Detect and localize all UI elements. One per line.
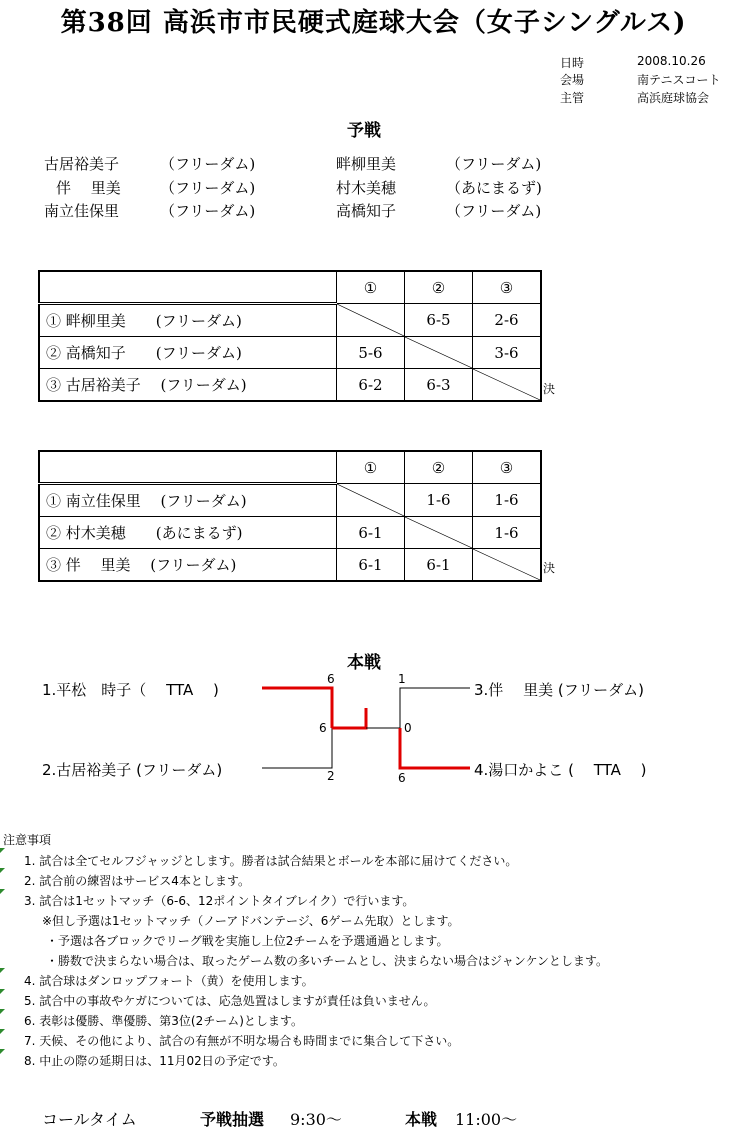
score-cell: 1-6 xyxy=(405,484,473,517)
prelim-player-club: （フリーダム) xyxy=(446,202,542,220)
row-label: ② 村木美穂 (あにまるず) xyxy=(39,517,337,549)
prelim-draw-label: 予戦抽選 xyxy=(200,1110,265,1129)
row-label: ③ 伴 里美 (フリーダム) xyxy=(39,549,337,582)
prelim-player-name: 伴 里美 xyxy=(56,179,121,197)
row-label: ③ 古居裕美子 (フリーダム) xyxy=(39,369,337,402)
cell-comment-marker xyxy=(0,1009,5,1014)
diagonal-cell xyxy=(405,517,473,549)
score-cell: 2-6 xyxy=(473,304,542,337)
main-player-3: 3.伴 里美 (フリーダム) xyxy=(474,681,644,699)
page-title: 第38回 高浜市市民硬式庭球大会（女子シングルス) xyxy=(60,8,687,38)
score-cell: 1-6 xyxy=(473,484,542,517)
diagonal-cell xyxy=(473,549,542,582)
score-cell: 6-3 xyxy=(405,369,473,402)
header-cell: ① xyxy=(337,451,405,484)
header-cell: ② xyxy=(405,271,473,304)
score-p1: 6 xyxy=(327,672,335,686)
header-cell: ③ xyxy=(473,271,542,304)
prelim-player-club: （あにまるず) xyxy=(446,179,542,197)
prelim-player-name: 畔柳里美 xyxy=(336,155,397,173)
meta-date-label: 日時 xyxy=(560,56,585,70)
score-p2: 2 xyxy=(327,769,335,783)
note-item: 5. 試合中の事故やケガについては、応急処置はしますが責任は負いません。 xyxy=(24,994,436,1008)
main-draw-time: 11:00〜 xyxy=(455,1110,518,1129)
note-item: ※但し予選は1セットマッチ（ノーアドバンテージ、6ゲーム先取）とします。 xyxy=(42,914,460,928)
row-label: ① 畔柳里美 (フリーダム) xyxy=(39,304,337,337)
prelim-draw-time: 9:30〜 xyxy=(290,1110,342,1129)
main-draw-label: 本戦 xyxy=(405,1110,438,1129)
note-item: 3. 試合は1セットマッチ（6-6、12ポイントタイブレイク）で行います。 xyxy=(24,894,415,908)
header-blank xyxy=(39,451,337,484)
note-item: 8. 中止の際の延期日は、11月02日の予定です。 xyxy=(24,1054,285,1068)
league-table-block-1 xyxy=(38,270,542,402)
call-time-label: コールタイム xyxy=(42,1110,137,1129)
score-cell: 1-6 xyxy=(473,517,542,549)
main-player-4: 4.湯口かよこ ( TTA ) xyxy=(474,761,647,779)
prelim-player-club: （フリーダム) xyxy=(446,155,542,173)
header-cell: ③ xyxy=(473,451,542,484)
prelim-player-name: 高橋知子 xyxy=(336,202,397,220)
note-item: 4. 試合球はダンロップフォート（黄）を使用します。 xyxy=(24,974,314,988)
score-cell: 5-6 xyxy=(337,337,405,369)
bracket-line-semi-left xyxy=(332,708,366,728)
meta-date-value: 2008.10.26 xyxy=(637,54,706,68)
diagonal-cell xyxy=(337,304,405,337)
cell-comment-marker xyxy=(0,848,5,853)
row-label: ② 高橋知子 (フリーダム) xyxy=(39,337,337,369)
meta-venue-label: 会場 xyxy=(560,73,585,87)
decided-mark: 決 xyxy=(543,561,556,575)
score-p3: 1 xyxy=(398,672,406,686)
main-player-2: 2.古居裕美子 (フリーダム) xyxy=(42,761,223,779)
score-cell: 6-2 xyxy=(337,369,405,402)
prelim-player-club: （フリーダム) xyxy=(160,155,256,173)
diagonal-cell xyxy=(405,337,473,369)
main-player-1: 1.平松 時子（ TTA ) xyxy=(42,681,219,699)
meta-host-value: 高浜庭球協会 xyxy=(637,91,710,105)
score-cell: 6-1 xyxy=(337,549,405,582)
score-cell: 6-1 xyxy=(405,549,473,582)
prelim-player-club: （フリーダム) xyxy=(160,179,256,197)
diagonal-cell xyxy=(337,484,405,517)
header-cell: ② xyxy=(405,451,473,484)
meta-venue-value: 南テニスコート xyxy=(637,73,721,87)
score-final-right: 0 xyxy=(404,721,412,735)
header-cell: ① xyxy=(337,271,405,304)
prelim-player-name: 古居裕美子 xyxy=(44,155,120,173)
decided-mark: 決 xyxy=(543,382,556,396)
prelim-player-club: （フリーダム) xyxy=(160,202,256,220)
note-item: 2. 試合前の練習はサービス4本とします。 xyxy=(24,874,250,888)
note-item: ・勝数で決まらない場合は、取ったゲーム数の多いチームとし、決まらない場合はジャンケンとします。 xyxy=(46,954,608,968)
league-table-block-2 xyxy=(38,450,542,582)
notes-title: 注意事項 xyxy=(3,833,52,847)
note-item: 7. 天候、その他により、試合の有無が不明な場合も時間までに集合して下さい。 xyxy=(24,1034,460,1048)
score-cell: 3-6 xyxy=(473,337,542,369)
note-item: 6. 表彰は優勝、準優勝、第3位(2チーム)とします。 xyxy=(24,1014,303,1028)
cell-comment-marker xyxy=(0,1049,5,1054)
note-item: 1. 試合は全てセルフジャッジとします。勝者は試合結果とボールを本部に届けてください。 xyxy=(24,854,518,868)
prelim-player-name: 村木美穂 xyxy=(336,179,397,197)
cell-comment-marker xyxy=(0,889,5,894)
score-final-left: 6 xyxy=(319,721,327,735)
meta-host-label: 主管 xyxy=(560,91,585,105)
score-p4: 6 xyxy=(398,771,406,785)
cell-comment-marker xyxy=(0,968,5,973)
header-blank xyxy=(39,271,337,304)
score-cell: 6-1 xyxy=(337,517,405,549)
main-heading: 本戦 xyxy=(347,653,381,673)
row-label: ① 南立佳保里 (フリーダム) xyxy=(39,484,337,517)
cell-comment-marker xyxy=(0,989,5,994)
prelim-player-name: 南立佳保里 xyxy=(44,202,120,220)
cell-comment-marker xyxy=(0,868,5,873)
score-cell: 6-5 xyxy=(405,304,473,337)
prelim-heading: 予戦 xyxy=(347,121,381,141)
note-item: ・予選は各ブロックでリーグ戦を実施し上位2チームを予選通過とします。 xyxy=(46,934,449,948)
cell-comment-marker xyxy=(0,1029,5,1034)
diagonal-cell xyxy=(473,369,542,402)
